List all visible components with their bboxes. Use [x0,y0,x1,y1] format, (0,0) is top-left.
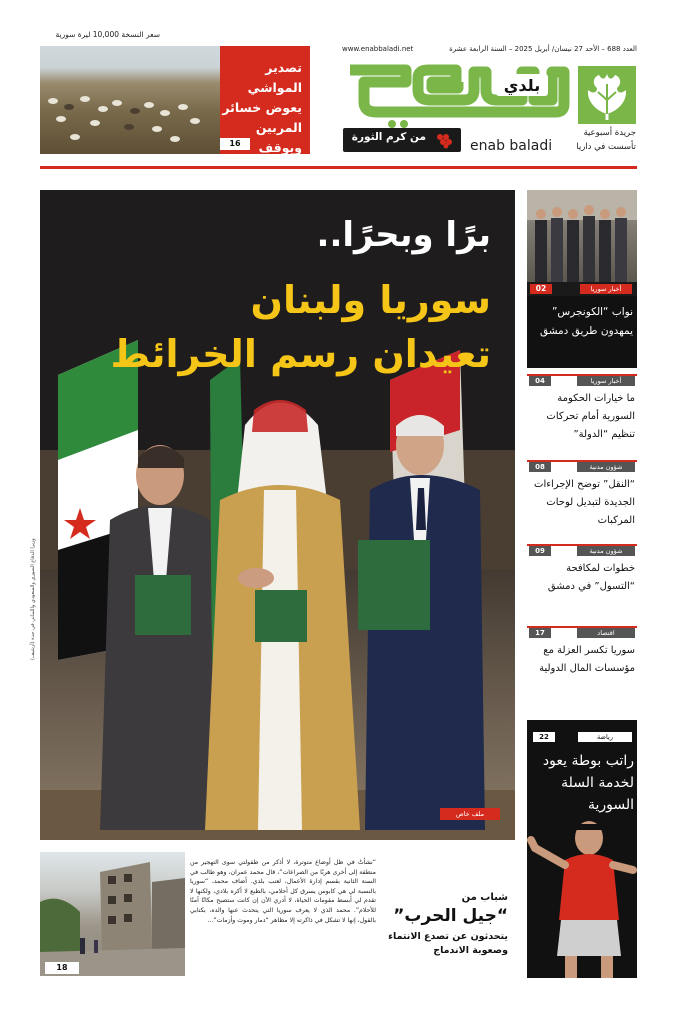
sidebar-item[interactable] [527,626,637,702]
cover-kicker: برًا وبحرًا.. [316,215,491,255]
tagline-weekly: جريدة أسبوعية [583,128,636,138]
website-link[interactable]: www.enabbaladi.net [342,45,414,53]
photo-story-title[interactable]: نواب “الكونجرس” يمهدون طريق دمشق [539,306,633,337]
photo-story-section: أخبار سوريا [580,284,632,294]
group-photo [527,190,637,282]
photo-caption: وزيرا الدفاع السوري والسعودي واللبناني في جدة (أرشيف) [30,538,36,660]
svg-text:بلدي: بلدي [503,76,541,95]
photo-story-page: 02 [530,284,552,294]
promo-box[interactable] [40,46,310,154]
item-title[interactable]: ما خيارات الحكومة السورية أمام تحركات تنظيم “الدولة” [546,393,635,440]
sidebar-item[interactable] [527,374,637,450]
sports-section-label: رياضة [578,732,632,742]
cover-story[interactable] [40,190,515,840]
feature-subtitle: يتحدثون عن تصدع الانتماء وصعوبة الاندماج [388,931,508,956]
item-section-label: اقتصاد [577,628,635,638]
cover-headline-line1: سوريا ولبنان [250,278,491,322]
livestock-photo [40,46,220,154]
promo-title: تصدير المواشي يعوض خسائر المربين ويوقف [222,60,302,155]
promo-page-number: 16 [220,138,250,150]
special-file-label: ملف خاص [440,808,500,820]
leaf-logo[interactable] [578,66,636,124]
item-section-label: شؤون مدنية [577,546,635,556]
slogan-text: من كرم الثورة [351,131,426,143]
sports-title[interactable]: راتب بوطة يعود لخدمة السلة السورية [542,753,634,813]
sidebar-item[interactable] [527,460,637,536]
cover-headline-line2: تعيدان رسم الخرائط [110,332,491,376]
masthead-logo[interactable] [346,62,570,132]
feature-kicker: شباب من [461,892,508,903]
header-divider [40,166,637,169]
sports-page-number: 22 [533,732,555,742]
grapes-icon [432,131,456,149]
issue-line: العدد 688 – الأحد 27 نيسان/ أبريل 2025 – السنة الرابعة عشرة [449,45,637,53]
street-photo [40,852,185,976]
item-title[interactable]: خطوات لمكافحة “التسول” في دمشق [547,563,635,592]
logo-wordmark-icon [346,62,570,132]
ruined-street-photo[interactable] [40,852,185,976]
feature-title[interactable]: “جيل الحرب” [393,906,508,926]
item-section-label: أخبار سوريا [577,376,635,386]
item-page-number: 08 [529,462,551,472]
sidebar-item[interactable] [527,544,637,620]
latin-brand-name: enab baladi [470,138,553,154]
item-page-number: 09 [529,546,551,556]
item-title[interactable]: “النقل” توضح الإجراءات الجديدة لتبديل لوحات المركبات [534,479,635,526]
feature-page-number: 18 [45,962,79,974]
feature-body-text: “نشأتُ في ظل أوضاع متوترة، لا أذكر من طفولتي سوى التهجير من منطقة إلى أخرى هربًا من الصراعات”، قال محمد عمران، وهو طالب في السنة الثانية بقسم إدارة الأعمال، لعنب بلدي. أضاف محمد، “سوريا بالنسبة لي هي كابوس يسرق كل أحلامي، بالطبع لا أكره بلادي، ولكنها لا تقدم لي أبسط مقومات الحياة، لا أدري الآن إن كانت ستصبح مكانًا آمنًا للأحلام”. محمد الذي لا يعرف سوريا التي يتحدث عنها والده، بكتابي بالقول، إنها لا تشكل في ذاكرته إلا مظاهر “دمار وموت وأزمات”... [190,859,376,924]
grape-leaf-icon [578,66,636,124]
congress-photo[interactable] [527,190,637,282]
tagline-founded: تأسست في داريا [576,142,636,152]
item-page-number: 17 [529,628,551,638]
item-title[interactable]: سوريا تكسر العزلة مع مؤسسات المال الدولية [539,645,635,674]
item-section-label: شؤون مدنية [577,462,635,472]
item-page-number: 04 [529,376,551,386]
price-line: سعر النسخة 10,000 ليرة سورية [55,30,160,39]
